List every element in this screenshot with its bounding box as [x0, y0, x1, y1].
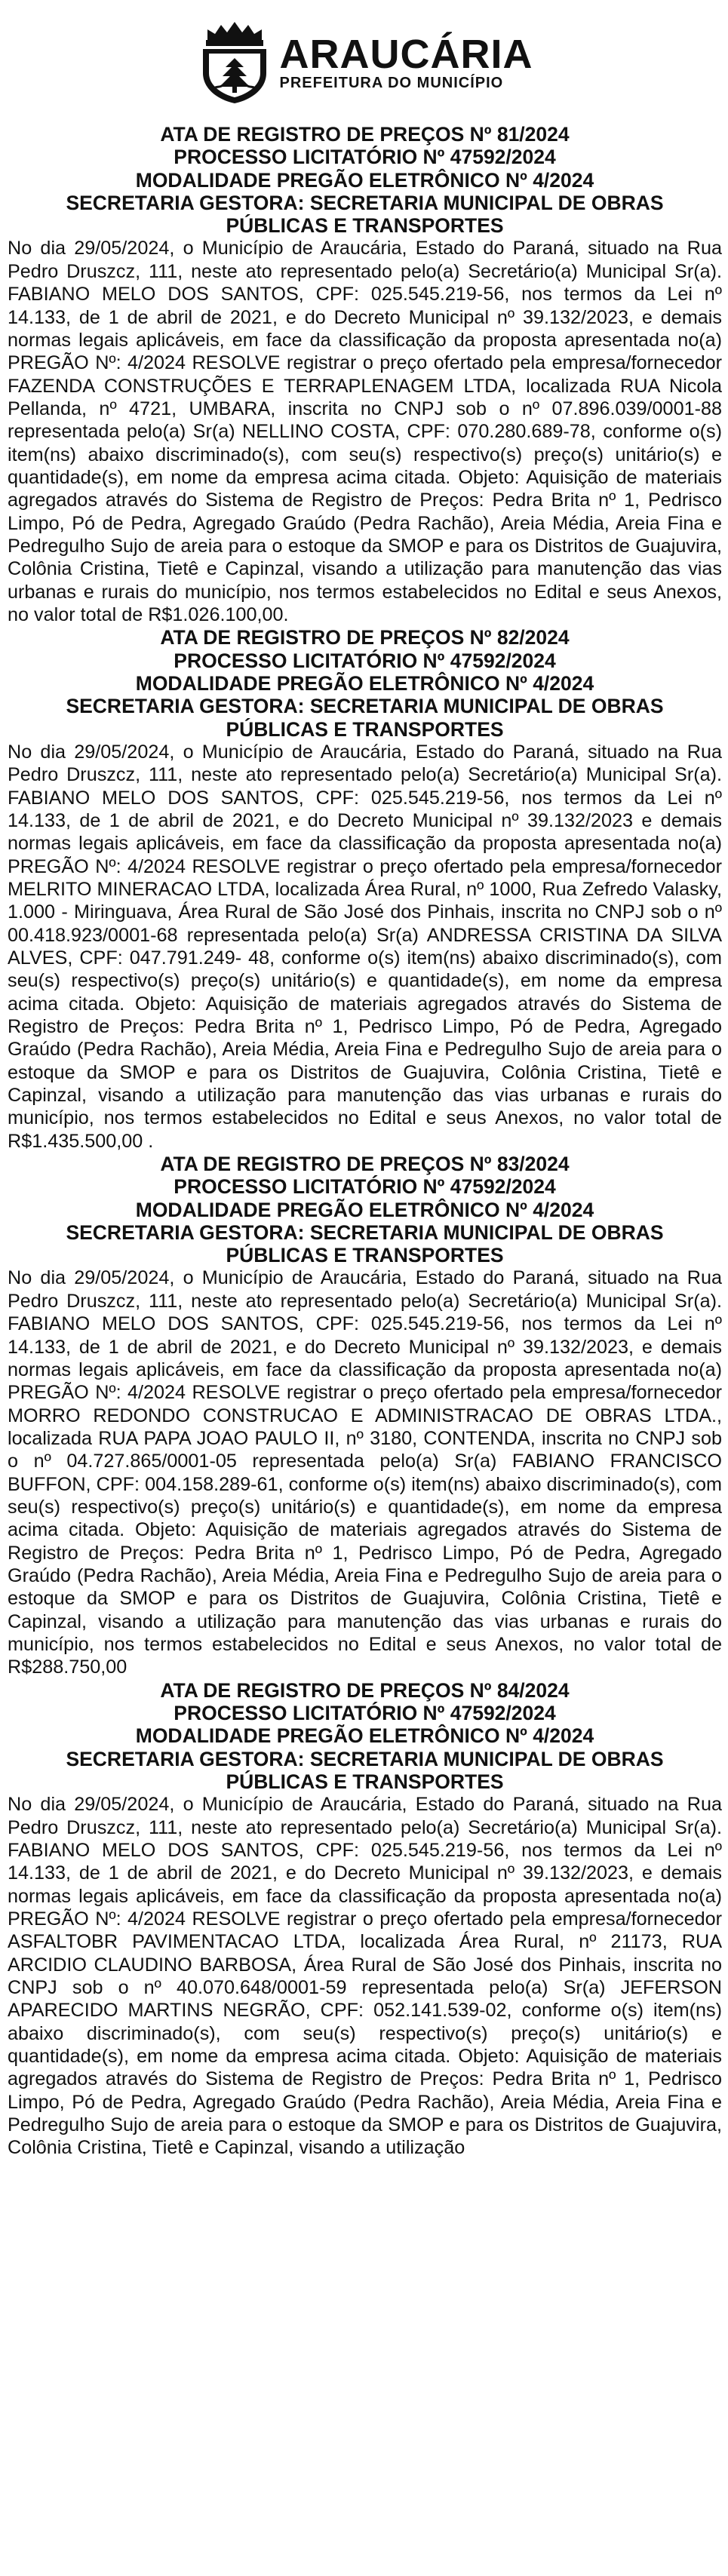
ata-body: No dia 29/05/2024, o Município de Araucária, Estado do Paraná, situado na Rua Pedro Druszcz, 111, neste ato representado pelo(a) Secretário(a) Municipal Sr(a). FABIANO MELO DOS SANTOS, CPF: 025.545.219-56, nos termos da Lei nº 14.133, de 1 de abril de 2021, e do Decreto Municipal nº 39.132/2023 e demais normas legais aplicáveis, em face da classificação da proposta apresentada no(a) PREGÃO Nº: 4/2024 RESOLVE registrar o preço ofertado pela empresa/fornecedor MELRITO MINERACAO LTDA, localizada Área Rural, nº 1000, Rua Zefredo Valasky, 1.000 - Miringuava, Área Rural de São José dos Pinhais, inscrita no CNPJ sob o nº 00.418.923/0001-68 representada pelo(a) Sr(a) ANDRESSA CRISTINA DA SILVA ALVES, CPF: 047.791.249- 48, conforme o(s) item(ns) abaixo discriminado(s), com seu(s) respectivo(s) preço(s) unitário(s) e quantidade(s), em nome da empresa acima citada. Objeto: Aquisição de materiais agregados através do Sistema de Registro de Preços: Pedra Brita nº 1, Pedrisco Limpo, Pó de Pedra, Agregado Graúdo (Pedra Rachão), Areia Média, Areia Fina e Pedregulho Sujo de areia para o estoque da SMOP e para os Distritos de Guajuvira, Colônia Cristina, Tietê e Capinzal, visando a utilização para manutenção das vias urbanas e rurais do município, nos termos estabelecidos no Edital e seus Anexos, no valor total de R$1.435.500,00 .: [8, 741, 722, 1152]
ata-heading: [8, 626, 722, 740]
ata-title: ATA DE REGISTRO DE PREÇOS Nº 84/2024: [160, 1678, 570, 1702]
ata-heading: [8, 1679, 722, 1793]
brand-block: [279, 31, 533, 91]
ata-processo: PROCESSO LICITATÓRIO Nº 47592/2024: [174, 649, 556, 672]
brand-name: ARAUCÁRIA: [279, 31, 533, 77]
ata-body: No dia 29/05/2024, o Município de Araucária, Estado do Paraná, situado na Rua Pedro Druszcz, 111, neste ato representado pelo(a) Secretário(a) Municipal Sr(a). FABIANO MELO DOS SANTOS, CPF: 025.545.219-56, nos termos da Lei nº 14.133, de 1 de abril de 2021, e do Decreto Municipal nº 39.132/2023, e demais normas legais aplicáveis, em face da classificação da proposta apresentada no(a) PREGÃO Nº: 4/2024 RESOLVE registrar o preço ofertado pela empresa/fornecedor FAZENDA CONSTRUÇÕES E TERRAPLENAGEM LTDA, localizada RUA Nicola Pellanda, nº 4721, UMBARA, inscrita no CNPJ sob o nº 07.896.039/0001-88 representada pelo(a) Sr(a) NELLINO COSTA, CPF: 070.280.689-78, conforme o(s) item(ns) abaixo discriminado(s), com seu(s) respectivo(s) preço(s) unitário(s) e quantidade(s), em nome da empresa acima citada. Objeto: Aquisição de materiais agregados através do Sistema de Registro de Preços: Pedra Brita nº 1, Pedrisco Limpo, Pó de Pedra, Agregado Graúdo (Pedra Rachão), Areia Média, Areia Fina e Pedregulho Sujo de areia para o estoque da SMOP e para os Distritos de Guajuvira, Colônia Cristina, Tietê e Capinzal, visando a utilização para manutenção das vias urbanas e rurais do município, nos termos estabelecidos no Edital e seus Anexos, no valor total de R$1.026.100,00.: [8, 238, 722, 625]
ata-processo: PROCESSO LICITATÓRIO Nº 47592/2024: [174, 1701, 556, 1724]
masthead: [8, 15, 722, 109]
ata-body: No dia 29/05/2024, o Município de Araucária, Estado do Paraná, situado na Rua Pedro Druszcz, 111, neste ato representado pelo(a) Secretário(a) Municipal Sr(a). FABIANO MELO DOS SANTOS, CPF: 025.545.219-56, nos termos da Lei nº 14.133, de 1 de abril de 2021, e do Decreto Municipal nº 39.132/2023, e demais normas legais aplicáveis, em face da classificação da proposta apresentada no(a) PREGÃO Nº: 4/2024 RESOLVE registrar o preço ofertado pela empresa/fornecedor ASFALTOBR PAVIMENTACAO LTDA, localizada Área Rural, nº 21173, RUA ARCIDIO CLAUDINO BARBOSA, Área Rural de São José dos Pinhais, inscrita no CNPJ sob o nº 40.070.648/0001-59 representada pelo(a) Sr(a) JEFERSON APARECIDO MARTINS NEGRÃO, CPF: 052.141.539-02, conforme o(s) item(ns) abaixo discriminado(s), com seu(s) respectivo(s) preço(s) unitário(s) e quantidade(s), em nome da empresa acima citada. Objeto: Aquisição de materiais agregados através do Sistema de Registro de Preços: Pedra Brita nº 1, Pedrisco Limpo, Pó de Pedra, Agregado Graúdo (Pedra Rachão), Areia Média, Areia Fina e Pedregulho Sujo de areia para o estoque da SMOP e para os Distritos de Guajuvira, Colônia Cristina, Tietê e Capinzal, visando a utilização: [8, 1794, 722, 2159]
ata-section-83: [8, 1153, 722, 1679]
ata-title: ATA DE REGISTRO DE PREÇOS Nº 81/2024: [160, 123, 570, 146]
ata-processo: PROCESSO LICITATÓRIO Nº 47592/2024: [174, 146, 556, 169]
ata-modalidade: MODALIDADE PREGÃO ELETRÔNICO Nº 4/2024: [135, 671, 594, 695]
ata-modalidade: MODALIDADE PREGÃO ELETRÔNICO Nº 4/2024: [135, 168, 594, 192]
ata-section-81: [8, 123, 722, 626]
ata-heading: [8, 1153, 722, 1267]
ata-modalidade: MODALIDADE PREGÃO ELETRÔNICO Nº 4/2024: [135, 1724, 594, 1748]
ata-secretaria: SECRETARIA GESTORA: SECRETARIA MUNICIPAL DE OBRAS PÚBLICAS E TRANSPORTES: [66, 1220, 664, 1267]
municipal-crest-icon: [197, 20, 272, 105]
brand-subtitle: PREFEITURA DO MUNICÍPIO: [279, 74, 504, 91]
ata-section-82: [8, 626, 722, 1153]
ata-secretaria: SECRETARIA GESTORA: SECRETARIA MUNICIPAL DE OBRAS PÚBLICAS E TRANSPORTES: [66, 1747, 664, 1793]
ata-title: ATA DE REGISTRO DE PREÇOS Nº 82/2024: [160, 626, 570, 649]
ata-modalidade: MODALIDADE PREGÃO ELETRÔNICO Nº 4/2024: [135, 1198, 594, 1221]
ata-title: ATA DE REGISTRO DE PREÇOS Nº 83/2024: [160, 1153, 570, 1175]
ata-heading: [8, 123, 722, 237]
ata-body: No dia 29/05/2024, o Município de Araucária, Estado do Paraná, situado na Rua Pedro Druszcz, 111, neste ato representado pelo(a) Secretário(a) Municipal Sr(a). FABIANO MELO DOS SANTOS, CPF: 025.545.219-56, nos termos da Lei nº 14.133, de 1 de abril de 2021, e do Decreto Municipal nº 39.132/2023, e demais normas legais aplicáveis, em face da classificação da proposta apresentada no(a) PREGÃO Nº: 4/2024 RESOLVE registrar o preço ofertado pela empresa/fornecedor MORRO REDONDO CONSTRUCAO E ADMINISTRACAO DE OBRAS LTDA., localizada RUA PAPA JOAO PAULO II, nº 3180, CONTENDA, inscrita no CNPJ sob o nº 04.727.865/0001-05 representada pelo(a) Sr(a) FABIANO FRANCISCO BUFFON, CPF: 004.158.289-61, conforme o(s) item(ns) abaixo discriminado(s), com seu(s) respectivo(s) preço(s) unitário(s) e quantidade(s), em nome da empresa acima citada. Objeto: Aquisição de materiais agregados através do Sistema de Registro de Preços: Pedra Brita nº 1, Pedrisco Limpo, Pó de Pedra, Agregado Graúdo (Pedra Rachão), Areia Média, Areia Fina e Pedregulho Sujo de areia para o estoque da SMOP e para os Distritos de Guajuvira, Colônia Cristina, Tietê e Capinzal, visando a utilização para manutenção das vias urbanas e rurais do município, nos termos estabelecidos no Edital e seus Anexos, no valor total de R$288.750,00: [8, 1267, 722, 1678]
ata-secretaria: SECRETARIA GESTORA: SECRETARIA MUNICIPAL DE OBRAS PÚBLICAS E TRANSPORTES: [66, 191, 664, 238]
ata-processo: PROCESSO LICITATÓRIO Nº 47592/2024: [174, 1175, 556, 1199]
ata-secretaria: SECRETARIA GESTORA: SECRETARIA MUNICIPAL DE OBRAS PÚBLICAS E TRANSPORTES: [66, 695, 664, 741]
ata-section-84: [8, 1679, 722, 2160]
